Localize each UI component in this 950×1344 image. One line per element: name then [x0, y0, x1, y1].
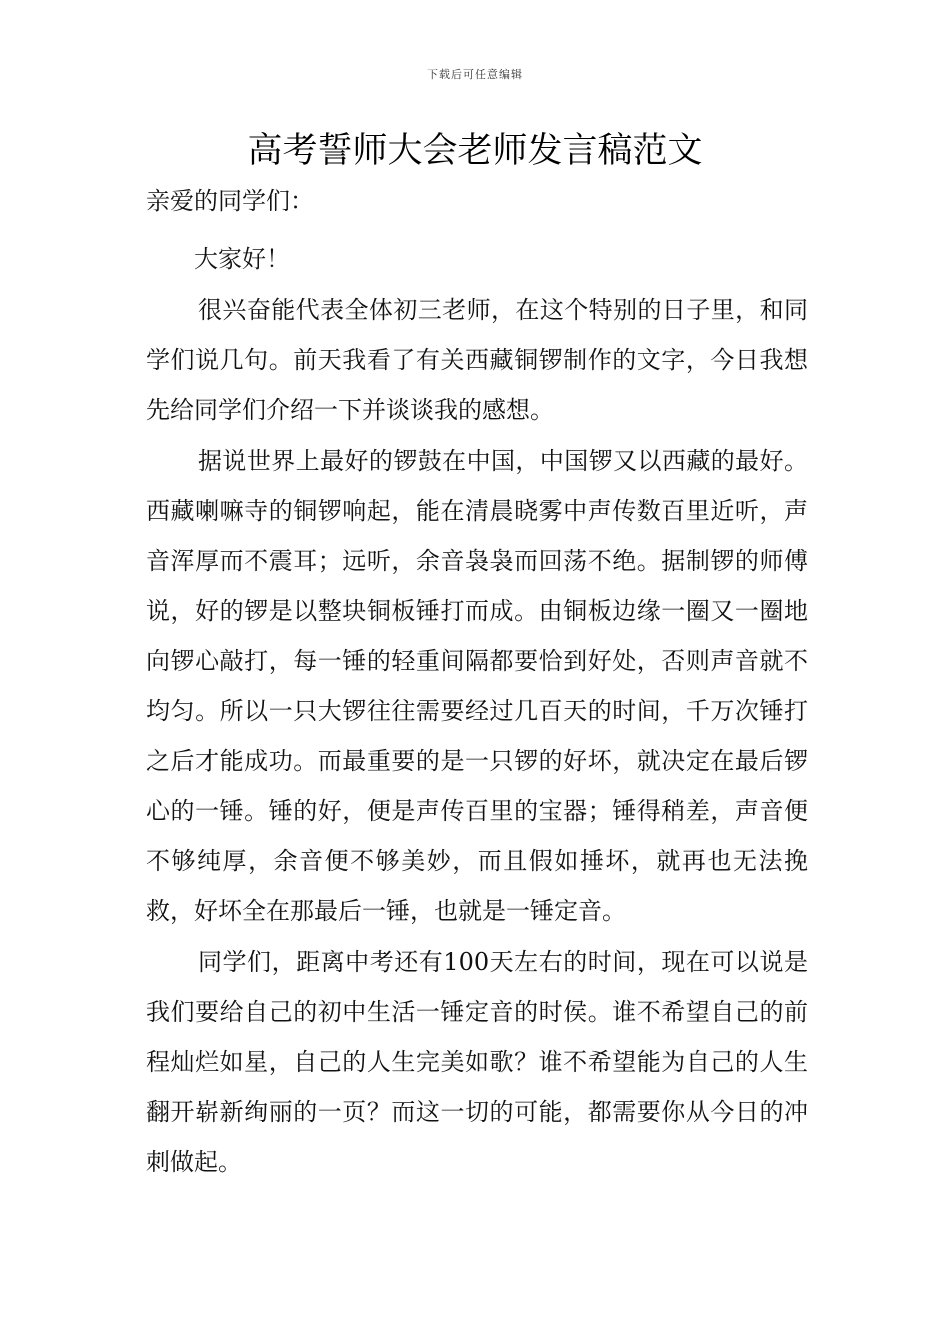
document-title: 高考誓师大会老师发言稿范文	[247, 131, 703, 171]
header-note: 下载后可任意编辑	[427, 68, 523, 81]
paragraph-intro: 很兴奋能代表全体初三老师，在这个特别的日子里，和同学们说几句。前天我看了有关西藏铜锣制作的文字，今日我想先给同学们介绍一下并谈谈我的感想。	[146, 296, 808, 424]
greeting: 大家好！	[194, 245, 290, 273]
paragraph-exam-call: 同学们，距离中考还有100天左右的时间，现在可以说是我们要给自己的初中生活一锤定音的时侯。谁不希望自己的前程灿烂如星，自己的人生完美如歌？谁不希望能为自己的人生翻开崭新绚丽的一页？而这一切的可能，都需要你从今日的冲刺做起。	[146, 948, 808, 1176]
document-body	[146, 176, 808, 1187]
salutation: 亲爱的同学们：	[146, 187, 314, 215]
paragraph-gong-story: 据说世界上最好的锣鼓在中国，中国锣又以西藏的最好。西藏喇嘛寺的铜锣响起，能在清晨晓雾中声传数百里近听，声音浑厚而不震耳；远听，余音袅袅而回荡不绝。据制锣的师傅说，好的锣是以整块铜板锤打而成。由铜板边缘一圈又一圈地向锣心敲打，每一锤的轻重间隔都要恰到好处，否则声音就不均匀。所以一只大锣往往需要经过几百天的时间，千万次锤打之后才能成功。而最重要的是一只锣的好坏，就决定在最后锣心的一锤。锤的好，便是声传百里的宝器；锤得稍差，声音便不够纯厚，余音便不够美妙，而且假如捶坏，就再也无法挽救，好坏全在那最后一锤，也就是一锤定音。	[146, 447, 808, 925]
